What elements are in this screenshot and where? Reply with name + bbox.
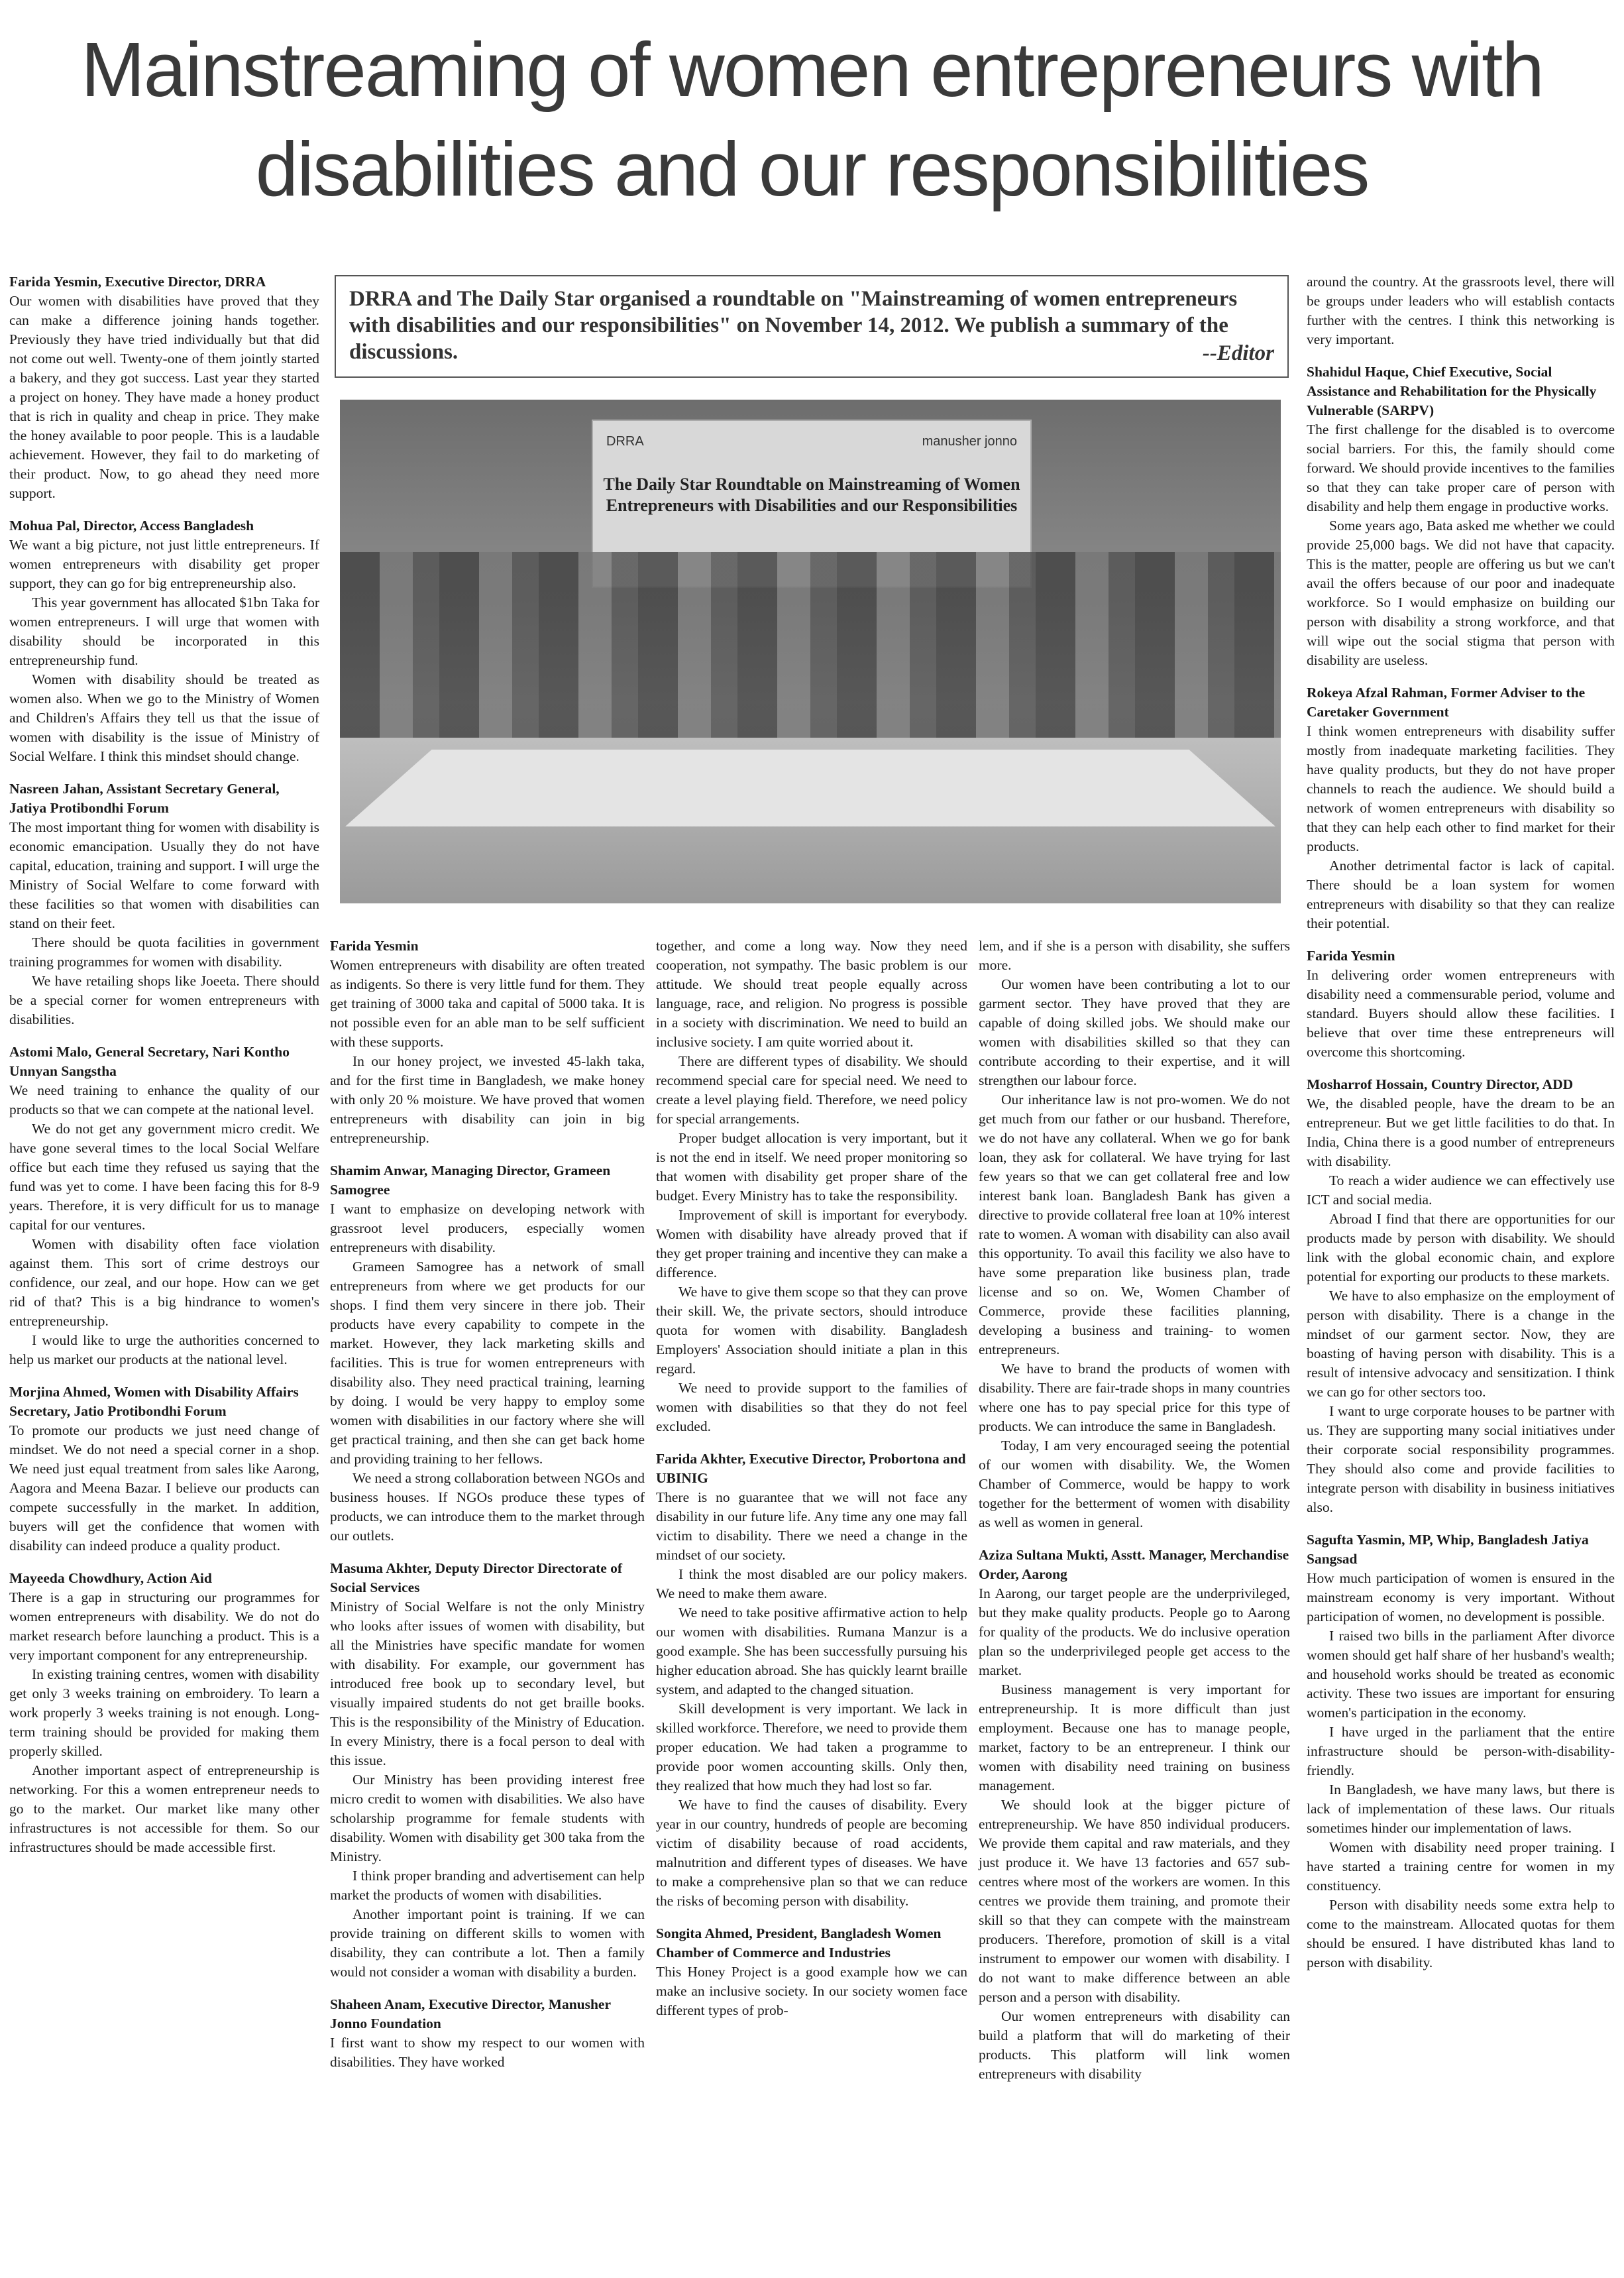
paragraph: To promote our products we just need change of mindset. We do not need a special corner in a shop. We need just equal treatment from sales like Aarong, Aagora and Meena Bazar. I believe our products can compete successfully in the market. In addition, buyers will get the confidence that women with disability can indeed produce a quality product. (9, 1422, 319, 1554)
paragraph: We, the disabled people, have the dream to be an entrepreneur. But we get little facilities to do that. In India, China there is a good number of entrepreneurs with disability. (1307, 1096, 1615, 1169)
paragraph: The most important thing for women with disability is economic emancipation. Usually they do not have capital, education, training and support. I will urge the Ministry of Social Welfare to come forward with these facilities so that women with disabilities can stand on their feet. (9, 819, 319, 931)
speaker-heading: Songita Ahmed, President, Bangladesh Women Chamber of Commerce and Industries (656, 1925, 942, 1961)
column-3 (656, 937, 967, 2020)
editor-credit: --Editor (1202, 341, 1274, 365)
paragraph: I first want to show my respect to our women with disabilities. They have worked (330, 2035, 645, 2070)
paragraph: We have to brand the products of women with disability. There are fair-trade shops in many countries where one has to pay special price for this type of products. We can introduce the same in Bangladesh. (979, 1361, 1290, 1434)
paragraph: We want a big picture, not just little entrepreneurs. If women entrepreneurs with disability get proper support, they can go for big entrepreneurship also. (9, 537, 319, 591)
paragraph: Women with disability often face violation against them. This sort of crime destroys our confidence, our zeal, and our hope. How can we get rid of that? This is a big hindrance to women's entrepreneurship. (9, 1236, 319, 1329)
manusher-jonno-logo: manusher jonno (922, 434, 1017, 449)
paragraph: We have to also emphasize on the employment of person with disability. There is a change in the mindset of our garment sector. Now, they are boasting of having person with disability. This is a result of intensive advocacy and sensitization. I think we can go for other sectors too. (1307, 1288, 1615, 1400)
page-title (0, 20, 1624, 219)
paragraph: I have urged in the parliament that the entire infrastructure should be person-with-disability- friendly. (1307, 1724, 1615, 1778)
paragraph: In Bangladesh, we have many laws, but there is lack of implementation of these laws. Our rituals sometimes hinder our implementation of laws. (1307, 1782, 1615, 1836)
paragraph: We should look at the bigger picture of entrepreneurship. We have 850 individual producers. We provide them capital and raw materials, and they just produce it. We have 13 factories and 657 sub-centres where most of the workers are women. In this centres we provide them training, and promote their skill so that they can compete with the mainstream producers. Therefore, promotion of skill is a vital instrument to empower our women with disability. I do not want to make difference between an able person and a person with disability. (979, 1797, 1290, 2005)
paragraph: I raised two bills in the parliament After divorce women should get half share of her husband's wealth; and household works should be treated as economic activity. These two issues are important for ensuring women's participation in the economy. (1307, 1628, 1615, 1721)
paragraph: I think proper branding and advertisement can help market the products of women with disabilities. (330, 1868, 645, 1903)
paragraph: Today, I am very encouraged seeing the potential of our women with disability. We, the Women Chamber of Commerce, would be happy to work together for the betterment of women with disability as well as women in general. (979, 1438, 1290, 1530)
paragraph: In our honey project, we invested 45-lakh taka, and for the first time in Bangladesh, we make honey with only 20 % moisture. We have proved that women entrepreneurs with disability can join in big entrepreneurship. (330, 1053, 645, 1146)
title-line-1: Mainstreaming of women entrepreneurs with (81, 27, 1543, 113)
speaker-heading: Mohua Pal, Director, Access Bangladesh (9, 518, 254, 534)
paragraph: Person with disability needs some extra help to come to the mainstream. Allocated quotas for them should be ensured. I have distributed khas land to person with disability. (1307, 1897, 1615, 1970)
paragraph: I think women entrepreneurs with disability suffer mostly from inadequate marketing facilities. They have quality products, but they do not have proper channels to reach the audience. We should build a network of women entrepreneurs with disability so that they can help each other to find market for their products. (1307, 723, 1615, 854)
intro-text: DRRA and The Daily Star organised a roundtable on "Mainstreaming of women entrepreneurs with disabilities and our responsibilities" on November 14, 2012. We publish a summary of the discussions. (349, 287, 1238, 364)
banner-title: The Daily Star Roundtable on Mainstreaming of Women Entrepreneurs with Disabilities and our Responsibilities (603, 475, 1020, 515)
speaker-heading: Astomi Malo, General Secretary, Nari Kontho Unnyan Sangstha (9, 1044, 290, 1079)
paragraph: I want to emphasize on developing network with grassroot level producers, especially women entrepreneurs with disability. (330, 1201, 645, 1255)
paragraph: In existing training centres, women with disability get only 3 weeks training on embroidery. To learn a work properly 3 weeks training is not enough. Long-term training should be provided for making them properly skilled. (9, 1666, 319, 1759)
paragraph: Women with disability need proper training. I have started a training centre for women in my constituency. (1307, 1839, 1615, 1894)
speaker-heading: Morjina Ahmed, Women with Disability Affairs Secretary, Jatio Protibondhi Forum (9, 1384, 299, 1419)
speaker-heading: Mayeeda Chowdhury, Action Aid (9, 1570, 212, 1586)
paragraph: Ministry of Social Welfare is not the only Ministry who looks after issues of women with disability, but all the Ministries have specific mandate for women with disability. For example, our government has introduced free book up to secondary level, but visually impaired students do not get braille books. This is the responsibility of the Ministry of Education. In every Ministry, there is a focal person to deal with this issue. (330, 1599, 645, 1768)
title-line-2: disabilities and our responsibilities (255, 126, 1369, 212)
paragraph: Our women have been contributing a lot to our garment sector. They have proved that they are capable of doing skilled jobs. We should make our women with disabilities skilled so that they can contribute according to their expertise, and it will strengthen our labour force. (979, 976, 1290, 1088)
paragraph: Another important point is training. If we can provide training on different skills to women with disability, they can contribute a lot. Then a family would not consider a woman with disability a burden. (330, 1906, 645, 1980)
paragraph: We have to find the causes of disability. Every year in our country, hundreds of people are becoming victim of disability because of road accidents, malnutrition and different types of diseases. We have to make a comprehensive plan so that we can reduce the risks of becoming person with disability. (656, 1797, 967, 1909)
paragraph: Skill development is very important. We lack in skilled workforce. Therefore, we need to provide them proper education. We had taken a programme to provide poor women accounting skills. Only then, they realized that how much they had lost so far. (656, 1701, 967, 1794)
paragraph: There should be quota facilities in government training programmes for women with disability. (9, 935, 319, 970)
paragraph: We need to take positive affirmative action to help our women with disabilities. Rumana Manzur is a good example. She has been successfully pursuing his higher education abroad. She has quickly learnt braille system, and adapted to the changed situation. (656, 1605, 967, 1697)
intro-box (335, 275, 1289, 378)
paragraph: I would like to urge the authorities concerned to help us market our products at the national level. (9, 1332, 319, 1367)
speaker-heading: Rokeya Afzal Rahman, Former Adviser to the Caretaker Government (1307, 685, 1586, 720)
paragraph: Proper budget allocation is very important, but it is not the end in itself. We need proper monitoring so that women with disability get proper share of the budget. Every Ministry has to take the responsibility. (656, 1130, 967, 1204)
paragraph: Our inheritance law is not pro-women. We do not get much from our father or our husband. Therefore, we do not have any collateral. When we go for bank loan, they ask for collateral. We have trying for last few years so that we can get collateral free and low interest bank loan. Bangladesh Bank has given a directive to provide collateral free loan at 10% interest rate to women. A woman with disability can also avail this opportunity. To avail this facility we also have to have some preparation like business plan, trade license and so on. We, Women Chamber of Commerce, provide these facilities planning, developing a business and training- to women entrepreneurs. (979, 1092, 1290, 1357)
speaker-heading: Sagufta Yasmin, MP, Whip, Bangladesh Jatiya Sangsad (1307, 1532, 1589, 1567)
paragraph: We have to give them scope so that they can prove their skill. We, the private sectors, should introduce quota for women with disability. Bangladesh Employers' Association should initiate a plan in this regard. (656, 1284, 967, 1377)
paragraph: Another important aspect of entrepreneurship is networking. For this a women entrepreneur needs to go to the market. Our market like many other infrastructures is not accessible for them. So our infrastructures should be made accessible first. (9, 1762, 319, 1855)
speaker-heading: Shahidul Haque, Chief Executive, Social Assistance and Rehabilitation for the Physically Vulnerable (SARPV) (1307, 364, 1597, 418)
paragraph: There are different types of disability. We should recommend special care for special need. We need to create a level playing field. Therefore, we need policy for special arrangements. (656, 1053, 967, 1127)
paragraph: In Aarong, our target people are the underprivileged, but they make quality products. People go to Aarong for quality of the products. We do inclusive operation plan so the underprivileged people get access to the market. (979, 1585, 1290, 1678)
paragraph: We do not get any government micro credit. We have gone several times to the local Social Welfare office but each time they refused us saying that the fund was yet to come. I have been facing this for 8-9 years. Therefore, it is very difficult for us to manage capital for our ventures. (9, 1121, 319, 1233)
paragraph: This Honey Project is a good example how we can make an inclusive society. In our society women face different types of prob- (656, 1964, 967, 2018)
paragraph: Our Ministry has been providing interest free micro credit to women with disabilities. We also have scholarship programme for female students with disability. Women with disability get 300 taka from the Ministry. (330, 1772, 645, 1864)
conference-table (345, 750, 1275, 826)
speaker-heading: Farida Akhter, Executive Director, Probortona and UBINIG (656, 1451, 966, 1486)
drra-logo: DRRA (606, 434, 644, 449)
paragraph: Grameen Samogree has a network of small entrepreneurs from where we get products for our shops. I find them very sincere in there job. Their products have every capability to compete in the market. However, they lack marketing skills and facilities. This is true for women entrepreneurs with disability also. They need practical training, learning by doing. I would be very happy to employ some women with disabilities in our factory where she will get practical training, and then she can get back home and providing training to her fellows. (330, 1259, 645, 1467)
column-4 (979, 937, 1290, 2084)
paragraph: To reach a wider audience we can effectively use ICT and social media. (1307, 1172, 1615, 1208)
paragraph: I think the most disabled are our policy makers. We need to make them aware. (656, 1566, 967, 1601)
paragraph: In delivering order women entrepreneurs with disability need a commensurable period, volume and standard. Buyers should allow these facilities. I believe that over time these entrepreneurs will overcome this shortcoming. (1307, 967, 1615, 1060)
speaker-heading: Farida Yesmin (1307, 948, 1395, 964)
paragraph: I want to urge corporate houses to be partner with us. They are supporting many social initiatives under their corporate social responsibility programmes. They should also come and provide facilities to integrate person with disability in business initiatives also. (1307, 1403, 1615, 1515)
paragraph: Our women entrepreneurs with disability can build a platform that will do marketing of their products. This platform will link women entrepreneurs with disability (979, 2008, 1290, 2082)
paragraph: Some years ago, Bata asked me whether we could provide 25,000 bags. We did not have that capacity. This is the matter, people are offering us but we can't avail the offers because of our poor and inadequate workforce. So I would emphasize on building our person with disability a strong workforce, and that will wipe out the social stigma that person with disability are useless. (1307, 518, 1615, 668)
speaker-heading: Nasreen Jahan, Assistant Secretary General, Jatiya Protibondhi Forum (9, 781, 280, 816)
roundtable-photo (340, 400, 1281, 903)
column-1 (9, 272, 319, 1857)
speaker-heading: Aziza Sultana Mukti, Asstt. Manager, Merchandise Order, Aarong (979, 1547, 1289, 1582)
paragraph: There is a gap in structuring our programmes for women entrepreneurs with disability. We do not do market research before launching a product. This is a very important component for any entrepreneurship. (9, 1589, 319, 1663)
column-5 (1307, 272, 1615, 1972)
paragraph: lem, and if she is a person with disability, she suffers more. (979, 938, 1290, 973)
paragraph: We need a strong collaboration between NGOs and business houses. If NGOs produce these types of products, we can introduce them to the market through our outlets. (330, 1470, 645, 1544)
paragraph: around the country. At the grassroots level, there will be groups under leaders who will establish contacts further with the centres. I think this networking is very important. (1307, 274, 1615, 347)
paragraph: We have retailing shops like Joeeta. There should be a special corner for women entrepreneurs with disabilities. (9, 973, 319, 1027)
paragraph: How much participation of women is ensured in the mainstream economy is very important. Without participation of women, no development is possible. (1307, 1570, 1615, 1624)
paragraph: This year government has allocated $1bn Taka for women entrepreneurs. I will urge that women with disability should be incorporated in this entrepreneurship fund. (9, 595, 319, 668)
paragraph: We need training to enhance the quality of our products so that we can compete at the national level. (9, 1082, 319, 1117)
speaker-heading: Farida Yesmin, Executive Director, DRRA (9, 274, 266, 290)
paragraph: Business management is very important for entrepreneurship. It is more difficult than just employment. Because one has to manage people, market, factory to be an entrepreneur. I think our women with disability need training on business management. (979, 1681, 1290, 1794)
paragraph: We need to provide support to the families of women with disabilities so that they do not feel excluded. (656, 1380, 967, 1434)
paragraph: Improvement of skill is important for everybody. Women with disability have already proved that if they get proper training and incentive they can make a difference. (656, 1207, 967, 1281)
paragraph: Another detrimental factor is lack of capital. There should be a loan system for women entrepreneurs with disability so that they can realize their potential. (1307, 858, 1615, 931)
column-2 (330, 937, 645, 2072)
paragraph: Women with disability should be treated as women also. When we go to the Ministry of Women and Children's Affairs they tell us that the issue of women with disability is the issue of Ministry of Social Welfare. I think this mindset should change. (9, 671, 319, 764)
paragraph: There is no guarantee that we will not face any disability in our future life. Any time any one may fall victim to disability. There we need a change in the mindset of our society. (656, 1489, 967, 1563)
speaker-heading: Mosharrof Hossain, Country Director, ADD (1307, 1076, 1574, 1092)
paragraph: Our women with disabilities have proved that they can make a difference joining hands together. Previously they have tried individually but that did not come out well. Twenty-one of them jointly started a bakery, and they got success. Last year they started a project on honey. They have made a honey product that is rich in quality and cheap in price. They make the honey available to poor people. This is a laudable achievement. However, they fail to do marketing of their product. Now, to go ahead they need more support. (9, 293, 319, 501)
speaker-heading: Farida Yesmin (330, 938, 419, 954)
participants (340, 552, 1281, 738)
speaker-heading: Shamim Anwar, Managing Director, Grameen Samogree (330, 1163, 611, 1198)
paragraph: Abroad I find that there are opportunities for our products made by person with disability. We should link with the global economic chain, and explore potential for exporting our products to these markets. (1307, 1211, 1615, 1284)
speaker-heading: Shaheen Anam, Executive Director, Manusher Jonno Foundation (330, 1996, 611, 2031)
paragraph: Women entrepreneurs with disability are often treated as indigents. So there is very little fund for them. They get training of 3000 taka and capital of 5000 taka. It is not possible even for an able man to be self sufficient with these supports. (330, 957, 645, 1050)
speaker-heading: Masuma Akhter, Deputy Director Directorate of Social Services (330, 1560, 623, 1595)
paragraph: together, and come a long way. Now they need cooperation, not sympathy. The basic problem is our attitude. We should treat people equally across language, race, and religion. No progress is possible in a society with discrimination. We need to build an inclusive society. I am quite worried about it. (656, 938, 967, 1050)
paragraph: The first challenge for the disabled is to overcome social barriers. For this, the family should come forward. We should provide incentives to the families so that they can take proper care of person with disability and help them engage in productive works. (1307, 422, 1615, 514)
